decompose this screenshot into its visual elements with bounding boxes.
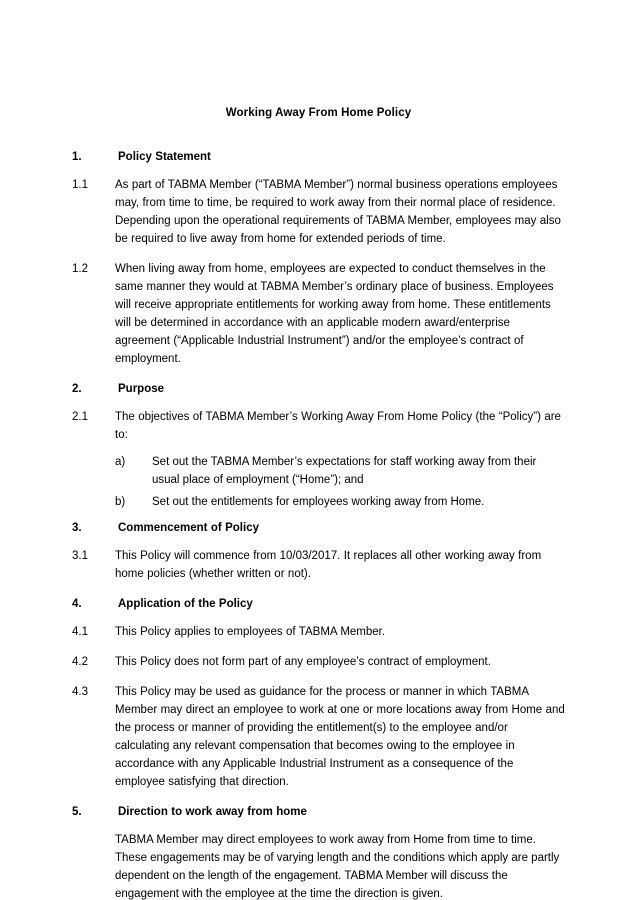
clause-2-1 (72, 408, 565, 444)
document-body (72, 104, 565, 900)
section-title-1: Policy Statement (118, 151, 211, 163)
clause-text-4-2: This Policy does not form part of any employee’s contract of employment. (115, 656, 491, 668)
clause-text-3-1: This Policy will commence from 10/03/2017. It replaces all other working away from home policies (whether written or not). (115, 550, 542, 580)
clause-1-1 (72, 176, 565, 248)
sublist-text-b: Set out the entitlements for employees working away from Home. (152, 496, 485, 508)
sublist-marker-a: a) (115, 456, 126, 468)
document-title: Working Away From Home Policy (225, 107, 412, 119)
clause-number-1-1: 1.1 (72, 179, 88, 191)
section-title-5: Direction to work away from home (118, 806, 307, 818)
clause-number-4-1: 4.1 (72, 626, 88, 638)
clause-4-1 (72, 623, 565, 641)
sublist-text-a: Set out the TABMA Member’s expectations for staff working away from their usual place of employment (“Home”); and (152, 456, 537, 486)
clause-number-3-1: 3.1 (72, 550, 88, 562)
clause-1-2 (72, 260, 565, 368)
section-heading-3 (72, 519, 565, 537)
section-heading-1 (72, 148, 565, 166)
section-number-4: 4. (72, 598, 82, 610)
section-title-2: Purpose (118, 383, 165, 395)
clause-number-4-2: 4.2 (72, 656, 88, 668)
section-heading-5 (72, 803, 565, 821)
clause-2-1-sublist (72, 453, 565, 511)
section-heading-4 (72, 595, 565, 613)
clause-4-3 (72, 683, 565, 791)
sublist-marker-b: b) (115, 496, 126, 508)
clause-text-4-1: This Policy applies to employees of TABMA Member. (115, 626, 386, 638)
clause-number-1-2: 1.2 (72, 263, 88, 275)
clause-4-2 (72, 653, 565, 671)
section-heading-2 (72, 380, 565, 398)
section-title-3: Commencement of Policy (118, 522, 259, 534)
clause-text-1-1: As part of TABMA Member (“TABMA Member”) normal business operations employees may, from time to time, be required to work away from their normal place of residence. Depending upon the operational requirements of TABMA Member, employees may also be required to live away from home for extended periods of time. (115, 179, 561, 245)
clause-text-4-3: This Policy may be used as guidance for the process or manner in which TABMA Member may direct an employee to work at one or more locations away from Home and the process or manner of providing the entitlement(s) to the employee and/or calculating any relevant compensation that becomes owing to the employee in accordance with any Applicable Industrial Instrument as a consequence of the employee satisfying that direction. (115, 686, 565, 788)
clause-text-2-1: The objectives of TABMA Member’s Working Away From Home Policy (the “Policy”) are to: (115, 411, 561, 441)
clause-text-1-2: When living away from home, employees are expected to conduct themselves in the same manner they would at TABMA Member’s ordinary place of business. Employees will receive appropriate entitlements for working away from home. These entitlements will be determined in accordance with an applicable modern award/enterprise agreement (“Applicable Industrial Instrument”) and/or the employee’s contract of employment. (115, 263, 554, 365)
section-title-4: Application of the Policy (118, 598, 253, 610)
section-number-3: 3. (72, 522, 82, 534)
section-number-5: 5. (72, 806, 82, 818)
clause-number-2-1: 2.1 (72, 411, 88, 423)
clause-number-4-3: 4.3 (72, 686, 88, 698)
sublist-item-a (115, 453, 565, 489)
clause-3-1 (72, 547, 565, 583)
section-number-1: 1. (72, 151, 82, 163)
section-number-2: 2. (72, 383, 82, 395)
section-5-body: TABMA Member may direct employees to work away from Home from time to time. These engagements may be of varying length and the conditions which apply are partly dependent on the length of the engagement. TABMA Member will discuss the engagement with the employee at the time the direction is given. (115, 834, 560, 900)
sublist-item-b (115, 493, 565, 511)
